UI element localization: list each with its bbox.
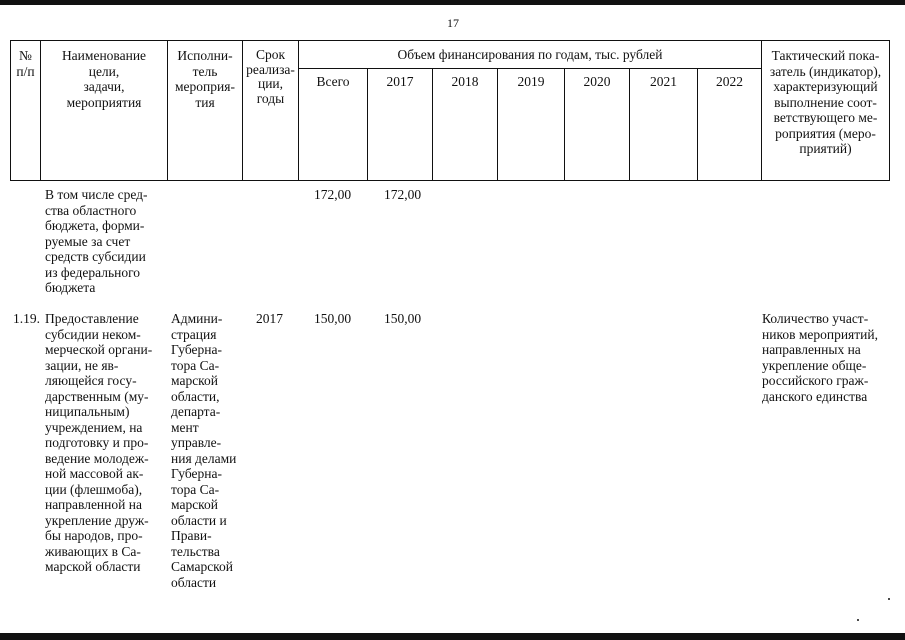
- row-2-term: 2017: [256, 311, 283, 326]
- header-year-2022: 2022: [716, 74, 743, 89]
- table-top-rule: [10, 40, 889, 41]
- header-executor: Исполни- тель мероприя- тия: [175, 48, 235, 110]
- row-2-year-2017: 150,00: [384, 311, 422, 326]
- row-2-name: Предоставление субсидии неком- мерческой органи- зации, не яв- ляющейся госу- дарственным (му- ниципальным) учреждением, на подготовку и про- ведение молодеж- ной массовой ак- ции (флешмоба), направленной на укрепление друж- бы народов, про- живающих в Са- марской области: [45, 311, 153, 574]
- header-num: № п/п: [16, 48, 35, 79]
- scan-speck: [857, 619, 859, 621]
- row-2-num: 1.19.: [13, 311, 40, 326]
- header-year-2019: 2019: [517, 74, 545, 89]
- header-bottom-rule: [10, 180, 889, 181]
- top-border: [0, 0, 905, 5]
- row-2-total: 150,00: [314, 311, 352, 326]
- row-2-executor: Админи- страция Губерна- тора Са- марской области, департа- мент управле- ния делами Губерна- тора Са- марской области и Прави- тельства Самарской области: [171, 311, 237, 590]
- header-total: Всего: [316, 74, 350, 89]
- header-year-2021: 2021: [650, 74, 677, 89]
- header-name: Наименование цели, задачи, мероприятия: [61, 48, 147, 110]
- row-1-name: В том числе сред- ства областного бюджета, форми- руемые за счет средств субсидии из федерального бюджета: [45, 187, 148, 295]
- scan-speck: [888, 598, 890, 600]
- header-term: Срок реализа- ции, годы: [246, 47, 295, 106]
- page-number: 17: [447, 16, 459, 30]
- col-rule: [889, 40, 890, 181]
- bottom-border: [0, 633, 905, 640]
- row-2-indicator: Количество участ- ников мероприятий, направленных на укрепление обще- российского граж- данского единства: [762, 311, 878, 404]
- header-funding: Объем финансирования по годам, тыс. рублей: [397, 47, 663, 62]
- row-1-year-2017: 172,00: [384, 187, 422, 202]
- header-year-2018: 2018: [451, 74, 479, 89]
- header-indicator: Тактический пока- затель (индикатор), характеризующий выполнение соот- ветствующего ме- роприятия (меро- приятий): [769, 48, 882, 156]
- header-year-2020: 2020: [583, 74, 611, 89]
- header-year-2017: 2017: [386, 74, 414, 89]
- row-1-total: 172,00: [314, 187, 352, 202]
